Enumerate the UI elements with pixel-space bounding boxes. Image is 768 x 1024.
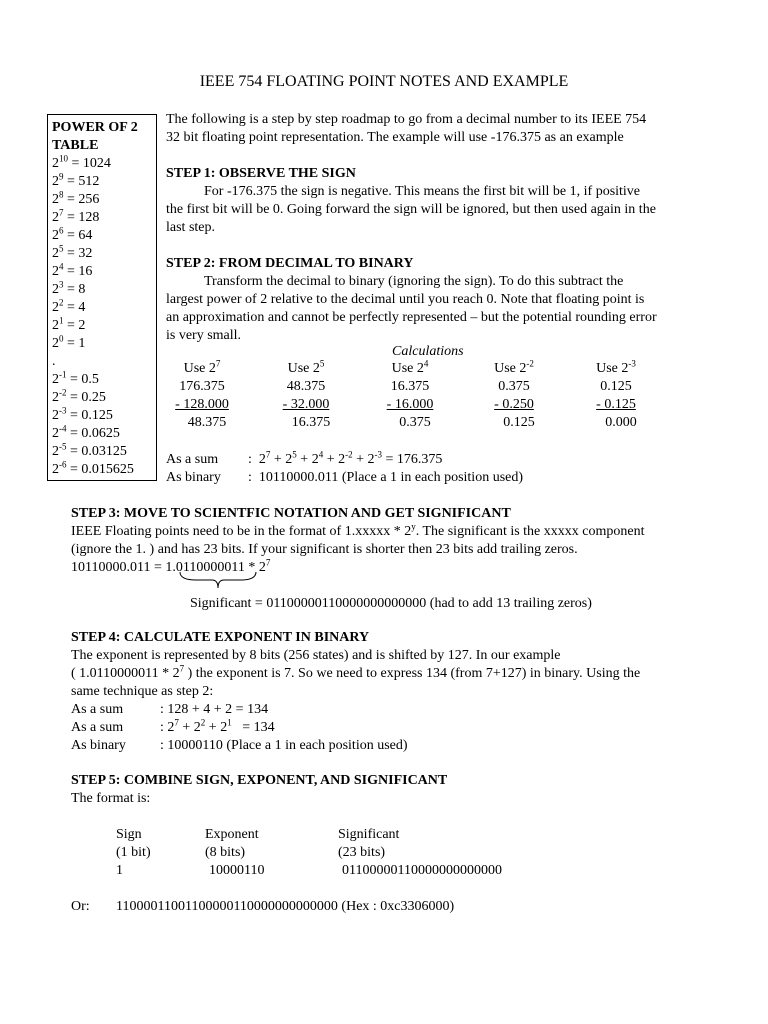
- step2-sum-value: : $2^7 + 2^5 + 2^4 + 2^{-2} + 2^{-3} = 176.375$: [248, 449, 443, 467]
- calc-column: Use $2^5$ 48.375 - 32.000 16.375: [282, 358, 331, 430]
- step1-heading: STEP 1: OBSERVE THE SIGN: [166, 166, 356, 181]
- power-table-row: $2^3 = 8$: [52, 279, 86, 297]
- or-value: 11000011001100000110000000000000 (Hex : 0xc3306000): [116, 899, 455, 914]
- power-table-row: .: [52, 354, 56, 369]
- step2-sum-row: As a sum: [166, 452, 219, 467]
- exponent-column: Exponent (8 bits) 10000110: [205, 827, 265, 878]
- power-table-row: $2^{-1} = 0.5$: [52, 369, 99, 387]
- table-header: TABLE: [52, 138, 99, 153]
- step2-binary-value: : 10110000.011 (Place a 1 in each position used): [248, 470, 524, 485]
- intro-text: The following is a step by step roadmap to go from a decimal number to its IEEE 754 32 bit floating point representation. The example will use -176.375 as an example: [166, 112, 647, 145]
- calc-column: Use $2^4$ 16.375 - 16.000 0.375: [386, 358, 434, 430]
- step2-heading: STEP 2: FROM DECIMAL TO BINARY: [166, 256, 414, 271]
- sign-column: Sign (1 bit) 1: [116, 827, 151, 878]
- step4-heading: STEP 4: CALCULATE EXPONENT IN BINARY: [71, 630, 370, 645]
- or-label: Or:: [71, 899, 90, 914]
- step4-section: STEP 4: CALCULATE EXPONENT IN BINARY The exponent is represented by 8 bits (256 states) and is shifted by 127. In our example ( $1.0110000011 * 2^7$ ) the exponent is 7. So we need to express 134 (from 7+127) in binary. Using the same technique as step 2:: [71, 630, 641, 699]
- brace-icon: [178, 570, 258, 592]
- power-table-row: $2^8 = 256$: [52, 189, 100, 207]
- power-table-row: $2^{-5} = 0.03125$: [52, 441, 127, 459]
- power-table-row: $2^{-6} = 0.015625$: [52, 459, 134, 477]
- power-table-row: $2^{10} = 1024$: [52, 153, 111, 171]
- power-table-row: $2^1 = 2$: [52, 315, 86, 333]
- power-table-row: $2^9 = 512$: [52, 171, 100, 189]
- calc-column: Use $2^7$ 176.375 - 128.000 48.375: [175, 358, 229, 430]
- power-table-row: $2^{-3} = 0.125$: [52, 405, 113, 423]
- power-table-row: $2^6 = 64$: [52, 225, 93, 243]
- step4-sum2-label: As a sum: [71, 720, 124, 735]
- power-table-row: $2^5 = 32$: [52, 243, 93, 261]
- power-of-2-table: [47, 114, 157, 481]
- step4-binary-label: As binary: [71, 738, 126, 753]
- power-table-row: $2^0 = 1$: [52, 333, 86, 351]
- step4-sum2-value: : $2^7 + 2^2 + 2^1 = 134$: [160, 717, 275, 735]
- step4-binary-value: : 10000110 (Place a 1 in each position used): [160, 738, 408, 753]
- calculations-label: Calculations: [392, 344, 464, 359]
- step4-sum1-label: As a sum: [71, 702, 124, 717]
- power-table-row: $2^2 = 4$: [52, 297, 86, 315]
- calc-column: Use $2^{-3}$ 0.125 - 0.125 0.000: [596, 358, 637, 430]
- power-table-row: $2^{-4} = 0.0625$: [52, 423, 120, 441]
- step2-section: STEP 2: FROM DECIMAL TO BINARY Transform the decimal to binary (ignoring the sign). To do this subtract the largest power of 2 relative to the decimal until you reach 0. Note that floating point is an approximation and cannot be perfectly represented – but the potential rounding error is very small.: [166, 256, 657, 343]
- step5-section: STEP 5: COMBINE SIGN, EXPONENT, AND SIGNIFICANT The format is:: [71, 773, 448, 806]
- power-table-row: $2^7 = 128$: [52, 207, 100, 225]
- significant-line: Significant = 01100000110000000000000 (had to add 13 trailing zeros): [190, 596, 592, 611]
- step5-heading: STEP 5: COMBINE SIGN, EXPONENT, AND SIGNIFICANT: [71, 773, 448, 788]
- power-table-row: $2^4 = 16$: [52, 261, 93, 279]
- step4-sum1-value: : 128 + 4 + 2 = 134: [160, 702, 269, 717]
- step2-binary-label: As binary: [166, 470, 221, 485]
- step3-heading: STEP 3: MOVE TO SCIENTFIC NOTATION AND GET SIGNIFICANT: [71, 506, 511, 521]
- step1-section: STEP 1: OBSERVE THE SIGN For -176.375 the sign is negative. This means the first bit will be 1, if positive the first bit will be 0. Going forward the sign will be ignored, but then used again in the last step.: [166, 166, 656, 235]
- document-title: IEEE 754 FLOATING POINT NOTES AND EXAMPLE: [199, 73, 569, 90]
- power-table-row: $2^{-2} = 0.25$: [52, 387, 106, 405]
- significant-column: Significant (23 bits) 01100000110000000000000: [338, 827, 502, 878]
- calc-column: Use $2^{-2}$ 0.375 - 0.250 0.125: [494, 358, 535, 430]
- table-header: POWER OF 2: [52, 120, 138, 135]
- step3-section: STEP 3: MOVE TO SCIENTFIC NOTATION AND GET SIGNIFICANT IEEE Floating points need to be in the format of 1.xxxxx * 2$^y$. The significant is the xxxxx component (ignore the 1. ) and has 23 bits. If your significant is shorter then 23 bits add trailing zeros. $10110000.011 = 1.0110000011 * 2^7$: [71, 506, 645, 575]
